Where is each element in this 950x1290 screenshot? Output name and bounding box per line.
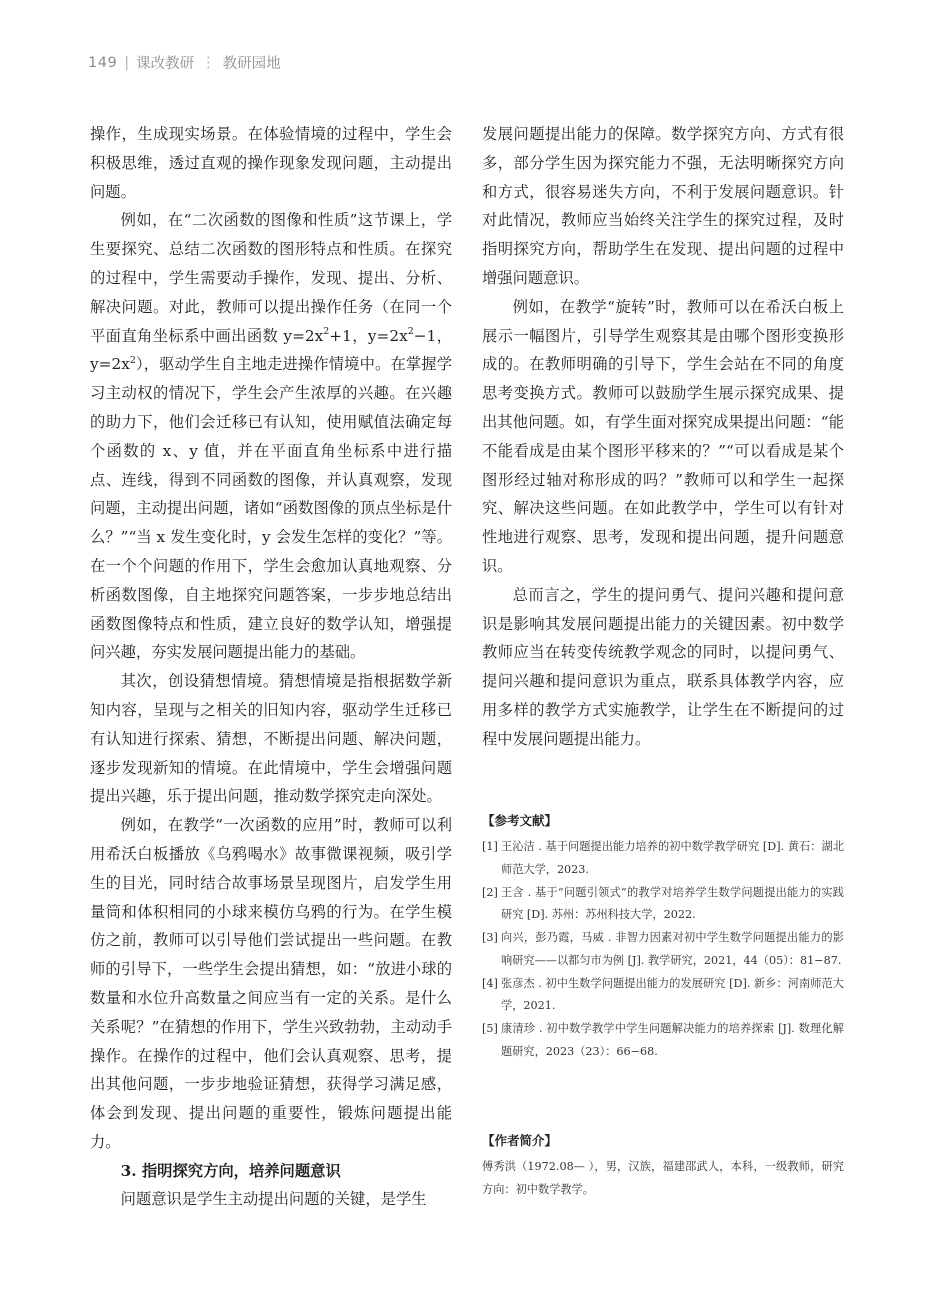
superscript: 2 <box>129 354 136 366</box>
header-divider: | <box>124 54 130 71</box>
author-bio-section <box>482 1132 844 1201</box>
superscript: 2 <box>407 326 414 338</box>
reference-text: 王含 . 基于“问题引领式”的教学对培养学生数学问题提出能力的实践研究 [D]. 苏州：苏州科技大学，2022. <box>501 885 844 921</box>
reference-text: 康清珍 . 初中数学教学中学生问题解决能力的培养探索 [J]. 数理化解题研究，2023（23）：66−68. <box>501 1022 844 1058</box>
text-run: +1，y=2x <box>329 326 408 345</box>
paragraph: 发展问题提出能力的保障。数学探究方向、方式有很多，部分学生因为探究能力不强，无法明晰探究方向和方式，很容易迷失方向，不利于发展问题意识。针对此情况，教师应当始终关注学生的探究过程，及时指明探究方向，帮助学生在发现、提出问题的过程中增强问题意识。 <box>482 125 844 287</box>
reference-number: [4] <box>482 976 498 990</box>
section-heading: 3. 指明探究方向，培养问题意识 <box>120 1161 341 1180</box>
reference-item <box>482 836 844 881</box>
paragraph: 操作，生成现实场景。在体验情境的过程中，学生会积极思维，透过直观的操作现象发现问题，主动提出问题。 <box>90 125 452 201</box>
text-run: ），驱动学生自主地走进操作情境中。在掌握学习主动权的情况下，学生会产生浓厚的兴趣。在兴趣的助力下，他们会迁移已有认知，使用赋值法确定每个函数的 x、y 值，并在平面直角坐标系中进行描点、连线，得到不同函数的图像，并认真观察，发现问题，主动提出问题，诸如“函数图像的顶点坐标是什么？”“当 x 发生变化时，y 会发生怎样的变化？”等。在一个个问题的作用下，学生会愈加认真地观察、分析函数图像，自主地探究问题答案，一步步地总结出函数图像特点和性质，建立良好的数学认知，增强提问兴趣，夯实发展问题提出能力的基础。 <box>90 355 452 662</box>
reference-number: [3] <box>482 931 498 944</box>
text-run: −1，y=2x <box>90 326 452 374</box>
right-column <box>482 120 844 754</box>
reference-item <box>482 882 844 927</box>
left-column <box>90 120 452 1214</box>
paragraph: 其次，创设猜想情境。猜想情境是指根据数学新知内容，呈现与之相关的旧知内容，驱动学生迁移已有认知进行探索、猜想，不断提出问题、解决问题，逐步发现新知的情境。在此情境中，学生会增强问题提出兴趣，乐于提出问题，推动数学探究走向深处。 <box>90 672 452 806</box>
paragraph: 问题意识是学生主动提出问题的关键，是学生 <box>120 1190 427 1209</box>
reference-item <box>482 1018 844 1063</box>
references-title: 【参考文献】 <box>482 813 558 828</box>
paragraph-quadratic-example <box>90 206 452 667</box>
page-header <box>88 52 281 73</box>
header-section: 课改教研 <box>136 56 195 72</box>
reference-item <box>482 927 844 972</box>
paragraph: 例如，在教学“一次函数的应用”时，教师可以利用希沃白板播放《乌鸦喝水》故事微课视频，吸引学生的目光，同时结合故事场景呈现图片，启发学生用量筒和体积相同的小球来模仿乌鸦的行为。在学生模仿之前，教师可以引导他们尝试提出一些问题。在教师的引导下，一些学生会提出猜想，如：“放进小球的数量和水位升高数量之间应当有一定的关系。是什么关系呢？”在猜想的作用下，学生兴致勃勃，主动动手操作。在操作的过程中，他们会认真观察、思考，提出其他问题，一步步地验证猜想，获得学习满足感，体会到发现、提出问题的重要性，锻炼问题提出能力。 <box>90 816 452 1151</box>
text-run: 例如，在“二次函数的图像和性质”这节课上，学生要探究、总结二次函数的图形特点和性质。在探究的过程中，学生需要动手操作，发现、提出、分析、解决问题。对此，教师可以提出操作任务（在同一个平面直角坐标系中画出函数 y=2x <box>90 211 452 345</box>
author-bio-title: 【作者简介】 <box>482 1133 558 1148</box>
page-number: 149 <box>88 54 118 71</box>
references-list <box>482 836 844 1063</box>
paragraph: 总而言之，学生的提问勇气、提问兴趣和提问意识是影响其发展问题提出能力的关键因素。初中数学教师应当在转变传统教学观念的同时，以提问勇气、提问兴趣和提问意识为重点，联系具体教学内容，应用多样的教学方式实施教学，让学生在不断提问的过程中发展问题提出能力。 <box>482 585 844 748</box>
reference-number: [1] <box>482 840 498 853</box>
author-bio-text: 傅秀洪（1972.08— ），男，汉族，福建邵武人，本科，一级教师，研究方向：初中数学教学。 <box>482 1160 844 1196</box>
reference-text: 向兴，彭乃霞，马威 . 非智力因素对初中学生数学问题提出能力的影响研究——以都匀市为例 [J]. 教学研究，2021，44（05）：81−87. <box>501 931 844 967</box>
references-section <box>482 812 844 1064</box>
header-subsection: 教研园地 <box>222 56 281 72</box>
reference-text: 王沁洁 . 基于问题提出能力培养的初中数学教学研究 [D]. 黄石：湖北师范大学，2023. <box>501 840 844 876</box>
reference-item <box>482 973 844 1018</box>
reference-text: 张彦杰 . 初中生数学问题提出能力的发展研究 [D]. 新乡：河南师范大学，2021. <box>501 976 844 1012</box>
reference-number: [5] <box>482 1022 498 1035</box>
header-dotted-divider: ⋮ <box>201 54 216 71</box>
reference-number: [2] <box>482 885 498 899</box>
paragraph: 例如，在教学“旋转”时，教师可以在希沃白板上展示一幅图片，引导学生观察其是由哪个图形变换形成的。在教师明确的引导下，学生会站在不同的角度思考变换方式。教师可以鼓励学生展示探究成果、提出其他问题。如，有学生面对探究成果提出问题：“能不能看成是由某个图形平移来的？”“可以看成是某个图形经过轴对称形成的吗？”教师可以和学生一起探究、解决这些问题。在如此教学中，学生可以有针对性地进行观察、思考，发现和提出问题，提升问题意识。 <box>482 297 844 575</box>
superscript: 2 <box>323 326 330 338</box>
